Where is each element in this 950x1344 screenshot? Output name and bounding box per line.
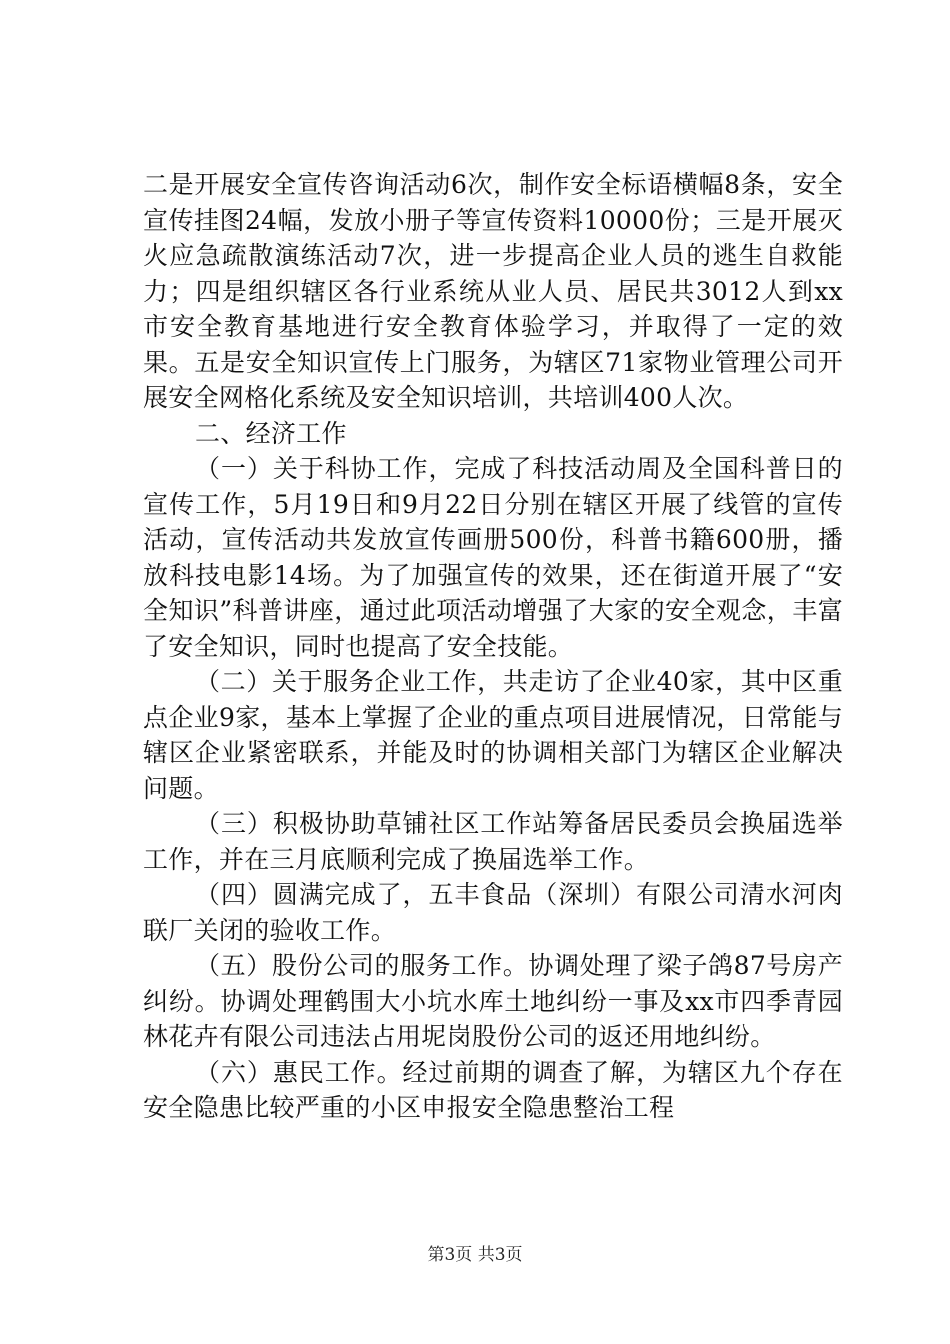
page-number-footer: 第3页 共3页	[427, 1245, 523, 1265]
paragraph-inspection: （四）圆满完成了，五丰食品（深圳）有限公司清水河肉联厂关闭的验收工作。	[143, 880, 843, 945]
paragraph-shareholding-service: （五）股份公司的服务工作。协调处理了梁子鸽87号房产纠纷。协调处理鹤围大小坑水库土地纠纷一事及xx市四季青园林花卉有限公司违法占用坭岗股份公司的返还用地纠纷。	[143, 951, 843, 1051]
paragraph-science-association: （一）关于科协工作，完成了科技活动周及全国科普日的宣传工作，5月19日和9月22日分别在辖区开展了线管的宣传活动，宣传活动共发放宣传画册500份，科普书籍600册，播放科技电影14场。为了加强宣传的效果，还在街道开展了“安全知识”科普讲座，通过此项活动增强了大家的安全观念，丰富了安全知识，同时也提高了安全技能。	[143, 454, 843, 661]
paragraph-enterprise-service: （二）关于服务企业工作，共走访了企业40家，其中区重点企业9家，基本上掌握了企业的重点项目进展情况，日常能与辖区企业紧密联系，并能及时的协调相关部门为辖区企业解决问题。	[143, 667, 843, 803]
paragraph-election: （三）积极协助草铺社区工作站筹备居民委员会换届选举工作，并在三月底顺利完成了换届选举工作。	[143, 809, 843, 874]
document-body	[143, 167, 843, 1126]
paragraph-continued: 二是开展安全宣传咨询活动6次，制作安全标语横幅8条，安全宣传挂图24幅，发放小册子等宣传资料10000份；三是开展灭火应急疏散演练活动7次，进一步提高企业人员的逃生自救能力；四是组织辖区各行业系统从业人员、居民共3012人到xx市安全教育基地进行安全教育体验学习，并取得了一定的效果。五是安全知识宣传上门服务，为辖区71家物业管理公司开展安全网格化系统及安全知识培训，共培训400人次。	[143, 170, 843, 412]
section-heading-economic-work: 二、经济工作	[195, 418, 347, 448]
paragraph-public-welfare: （六）惠民工作。经过前期的调查了解，为辖区九个存在安全隐患比较严重的小区申报安全隐患整治工程	[143, 1057, 843, 1122]
